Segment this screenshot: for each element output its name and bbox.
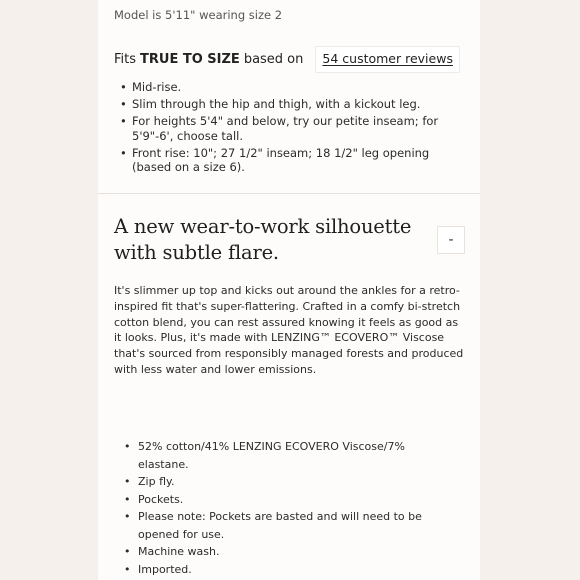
collapse-section-button[interactable]: [437, 226, 465, 254]
model-size-note: Model is 5'11" wearing size 2: [114, 8, 283, 22]
fit-prefix: Fits: [114, 52, 137, 67]
list-item: • Mid-rise.: [118, 80, 463, 94]
product-specs-list: [122, 438, 442, 578]
section-divider: [98, 193, 480, 194]
product-description: It's slimmer up top and kicks out around the ankles for a retro-inspired fit that's super-flattering. Crafted in a comfy bi-stretch cotton blend, you can rest assured knowing it feels as good as it looks. Plus, it's made with LENZING™ ECOVERO™ Viscose that's sourced from responsibly managed forests and produced with less water and lower emissions.: [114, 284, 464, 376]
list-item: • Please note: Pockets are basted and will need to be opened for use.: [122, 508, 442, 543]
fit-emphasis: TRUE TO SIZE: [140, 52, 240, 67]
customer-reviews-link[interactable]: 54 customer reviews: [315, 46, 460, 73]
minus-icon: -: [448, 232, 454, 248]
list-item: • Slim through the hip and thigh, with a kickout leg.: [118, 97, 463, 111]
list-item: • Imported.: [122, 561, 442, 579]
fit-summary: [114, 46, 474, 73]
list-item: • Machine wash.: [122, 543, 442, 561]
list-item: • Front rise: 10"; 27 1/2" inseam; 18 1/2" leg opening (based on a size 6).: [118, 146, 463, 174]
fit-details-list: [118, 80, 463, 177]
list-item: • For heights 5'4" and below, try our petite inseam; for 5'9"-6', choose tall.: [118, 114, 463, 142]
fit-suffix: based on: [243, 52, 304, 67]
section-headline: A new wear-to-work silhouette with subtle flare.: [114, 215, 412, 264]
list-item: • Zip fly.: [122, 473, 442, 491]
product-details-panel: [98, 0, 480, 580]
list-item: • 52% cotton/41% LENZING ECOVERO Viscose/7% elastane.: [122, 438, 442, 473]
list-item: • Pockets.: [122, 491, 442, 509]
